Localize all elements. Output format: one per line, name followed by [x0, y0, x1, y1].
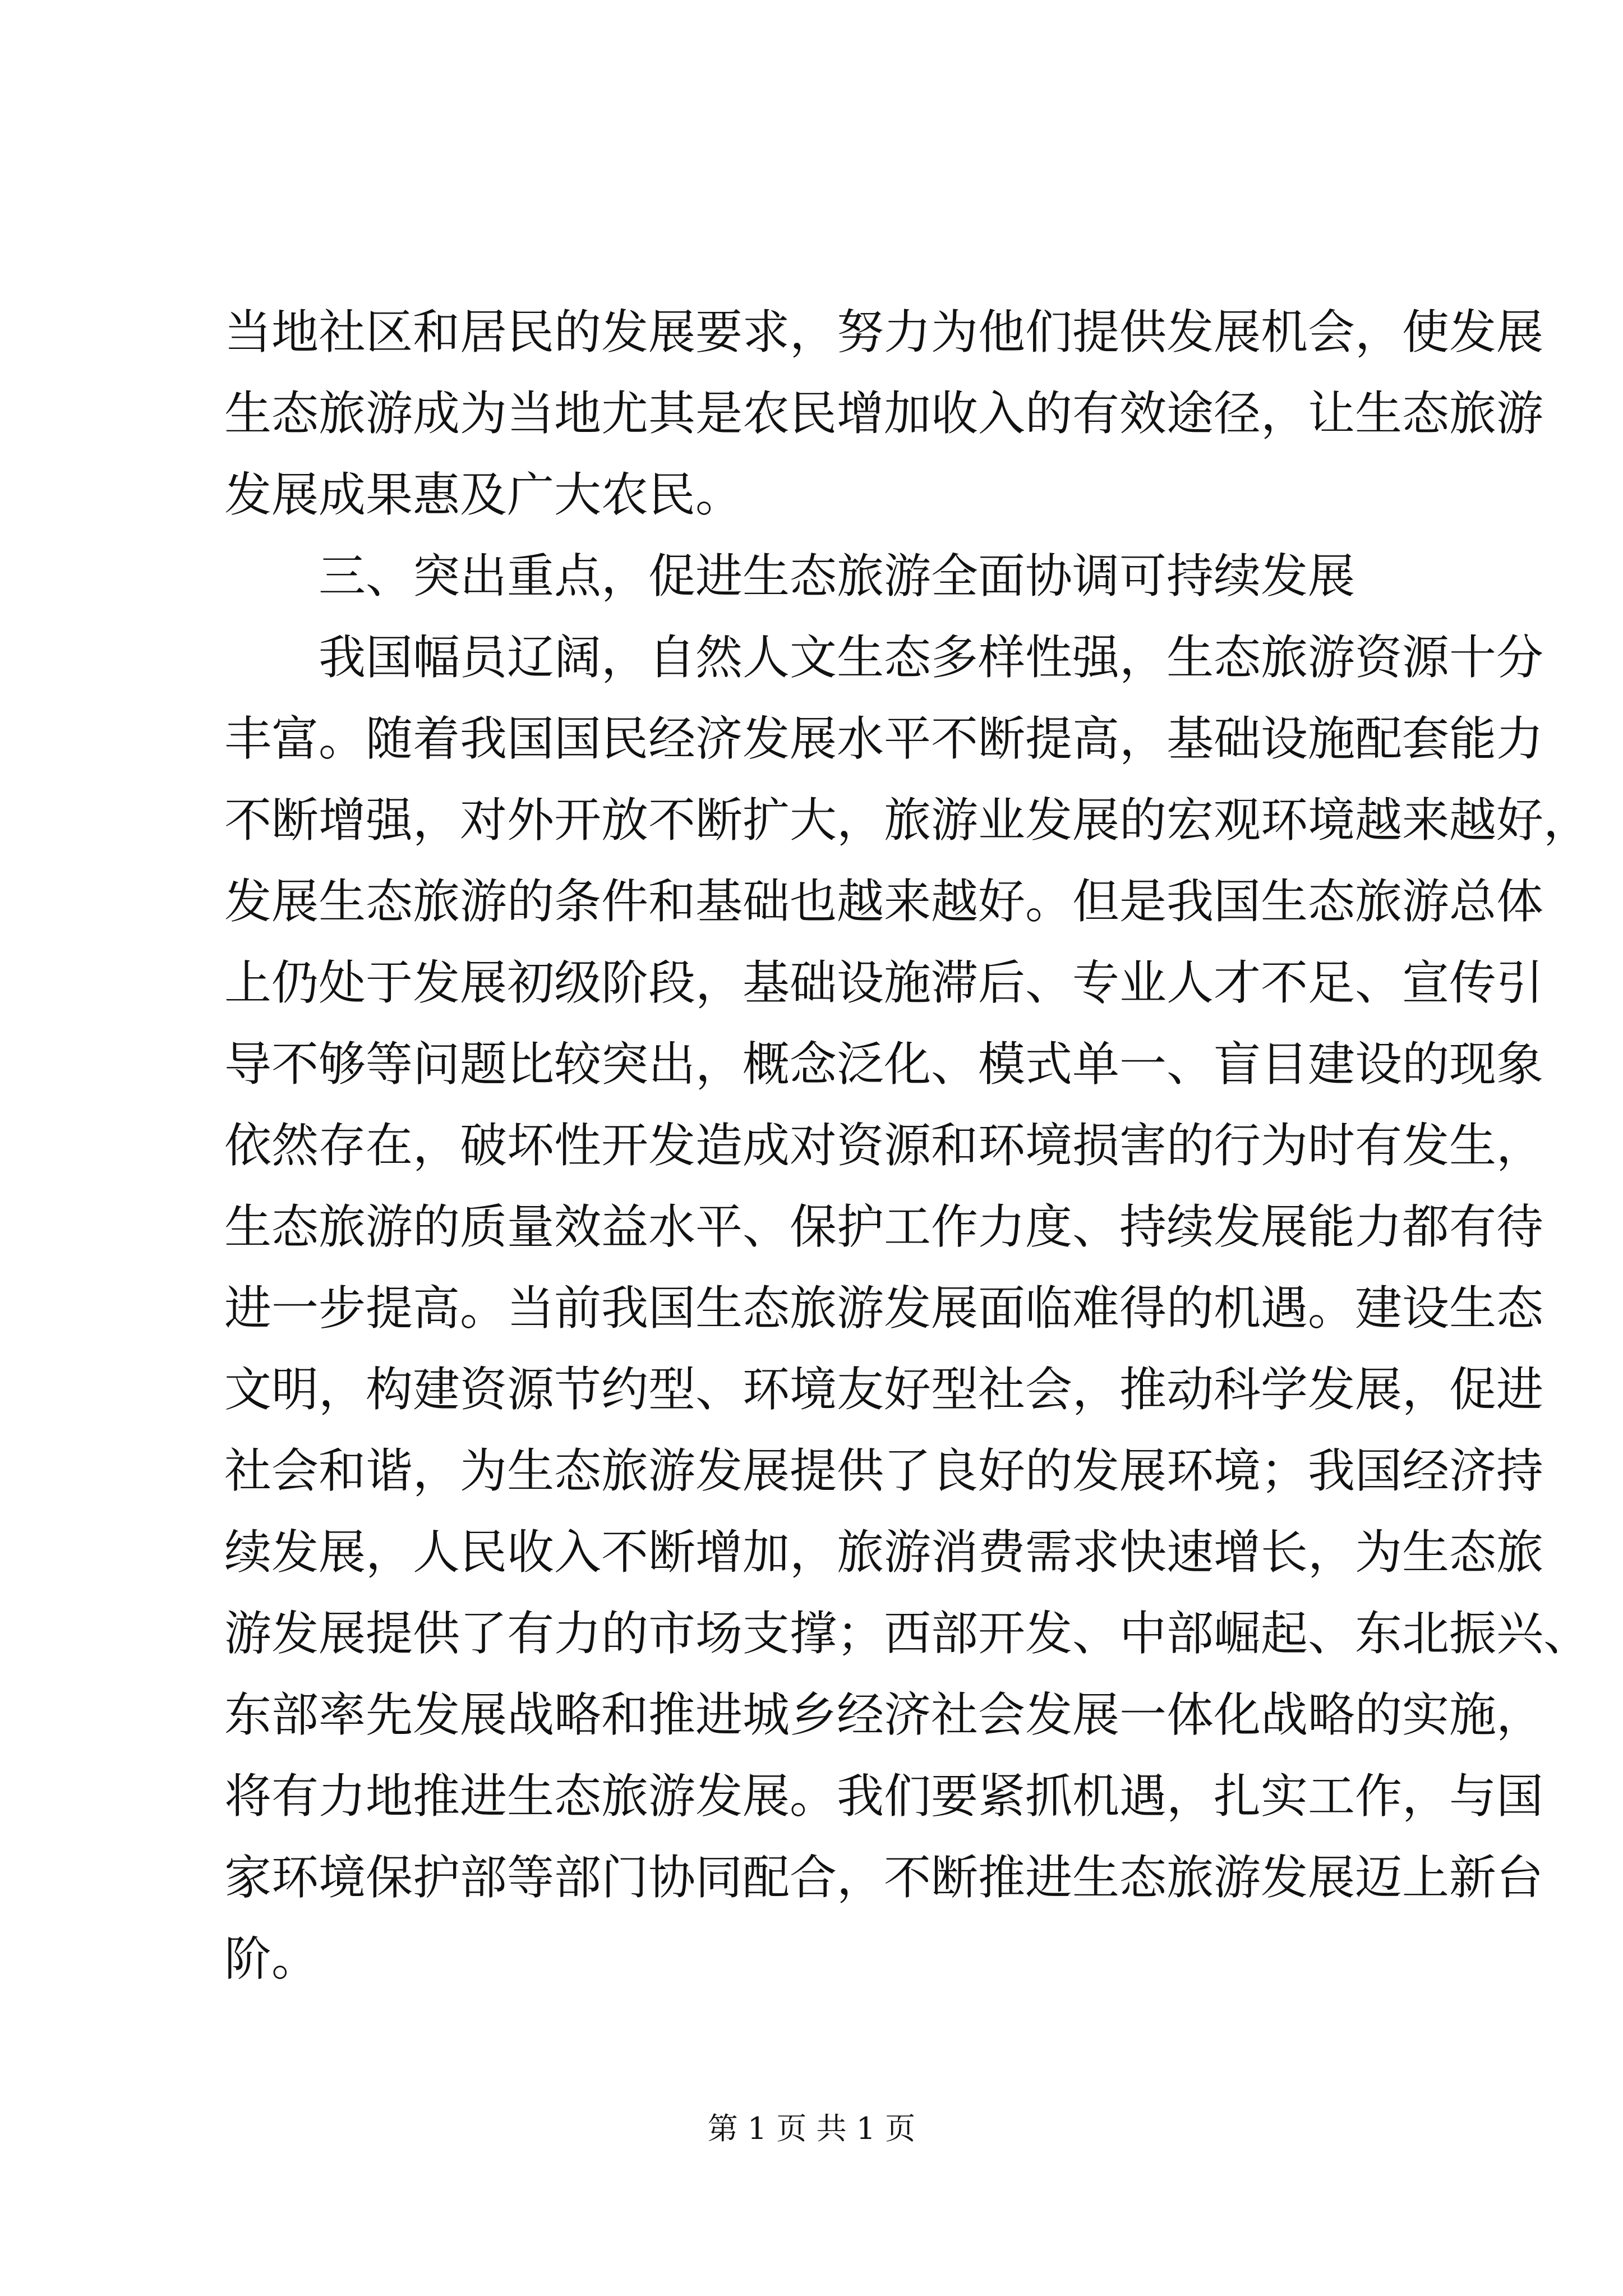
text-line: 续发展，人民收入不断增加，旅游消费需求快速增长，为生态旅	[224, 1525, 1544, 1580]
document-body	[224, 292, 1591, 2000]
text-line: 社会和谐，为生态旅游发展提供了良好的发展环境；我国经济持	[224, 1443, 1544, 1498]
text-line: 进一步提高。当前我国生态旅游发展面临难得的机遇。建设生态	[224, 1281, 1544, 1336]
text-line: 家环境保护部等部门协同配合，不断推进生态旅游发展迈上新台	[224, 1850, 1544, 1905]
text-line: 依然存在，破坏性开发造成对资源和环境损害的行为时有发生，	[224, 1118, 1544, 1173]
text-line: 东部率先发展战略和推进城乡经济社会发展一体化战略的实施，	[224, 1687, 1544, 1742]
text-line: 生态旅游的质量效益水平、保护工作力度、持续发展能力都有待	[224, 1199, 1544, 1254]
text-line: 当地社区和居民的发展要求，努力为他们提供发展机会，使发展	[224, 305, 1544, 360]
section-heading: 三、突出重点，促进生态旅游全面协调可持续发展	[319, 549, 1355, 604]
text-line: 我国幅员辽阔，自然人文生态多样性强，生态旅游资源十分	[319, 630, 1544, 685]
text-line: 文明，构建资源节约型、环境友好型社会，推动科学发展，促进	[224, 1362, 1544, 1417]
text-line: 将有力地推进生态旅游发展。我们要紧抓机遇，扎实工作，与国	[224, 1769, 1544, 1824]
text-line: 阶。	[224, 1931, 319, 1986]
text-line: 不断增强，对外开放不断扩大，旅游业发展的宏观环境越来越好，	[224, 793, 1591, 848]
text-line: 生态旅游成为当地尤其是农民增加收入的有效途径，让生态旅游	[224, 386, 1544, 441]
text-line: 游发展提供了有力的市场支撑；西部开发、中部崛起、东北振兴、	[224, 1606, 1591, 1661]
text-line: 发展生态旅游的条件和基础也越来越好。但是我国生态旅游总体	[224, 874, 1544, 929]
text-line: 导不够等问题比较突出，概念泛化、模式单一、盲目建设的现象	[224, 1037, 1544, 1092]
text-line: 上仍处于发展初级阶段，基础设施滞后、专业人才不足、宣传引	[224, 955, 1544, 1010]
page-footer: 第 1 页 共 1 页	[707, 2111, 916, 2146]
text-line: 发展成果惠及广大农民。	[224, 467, 743, 522]
text-line: 丰富。随着我国国民经济发展水平不断提高，基础设施配套能力	[224, 711, 1544, 766]
